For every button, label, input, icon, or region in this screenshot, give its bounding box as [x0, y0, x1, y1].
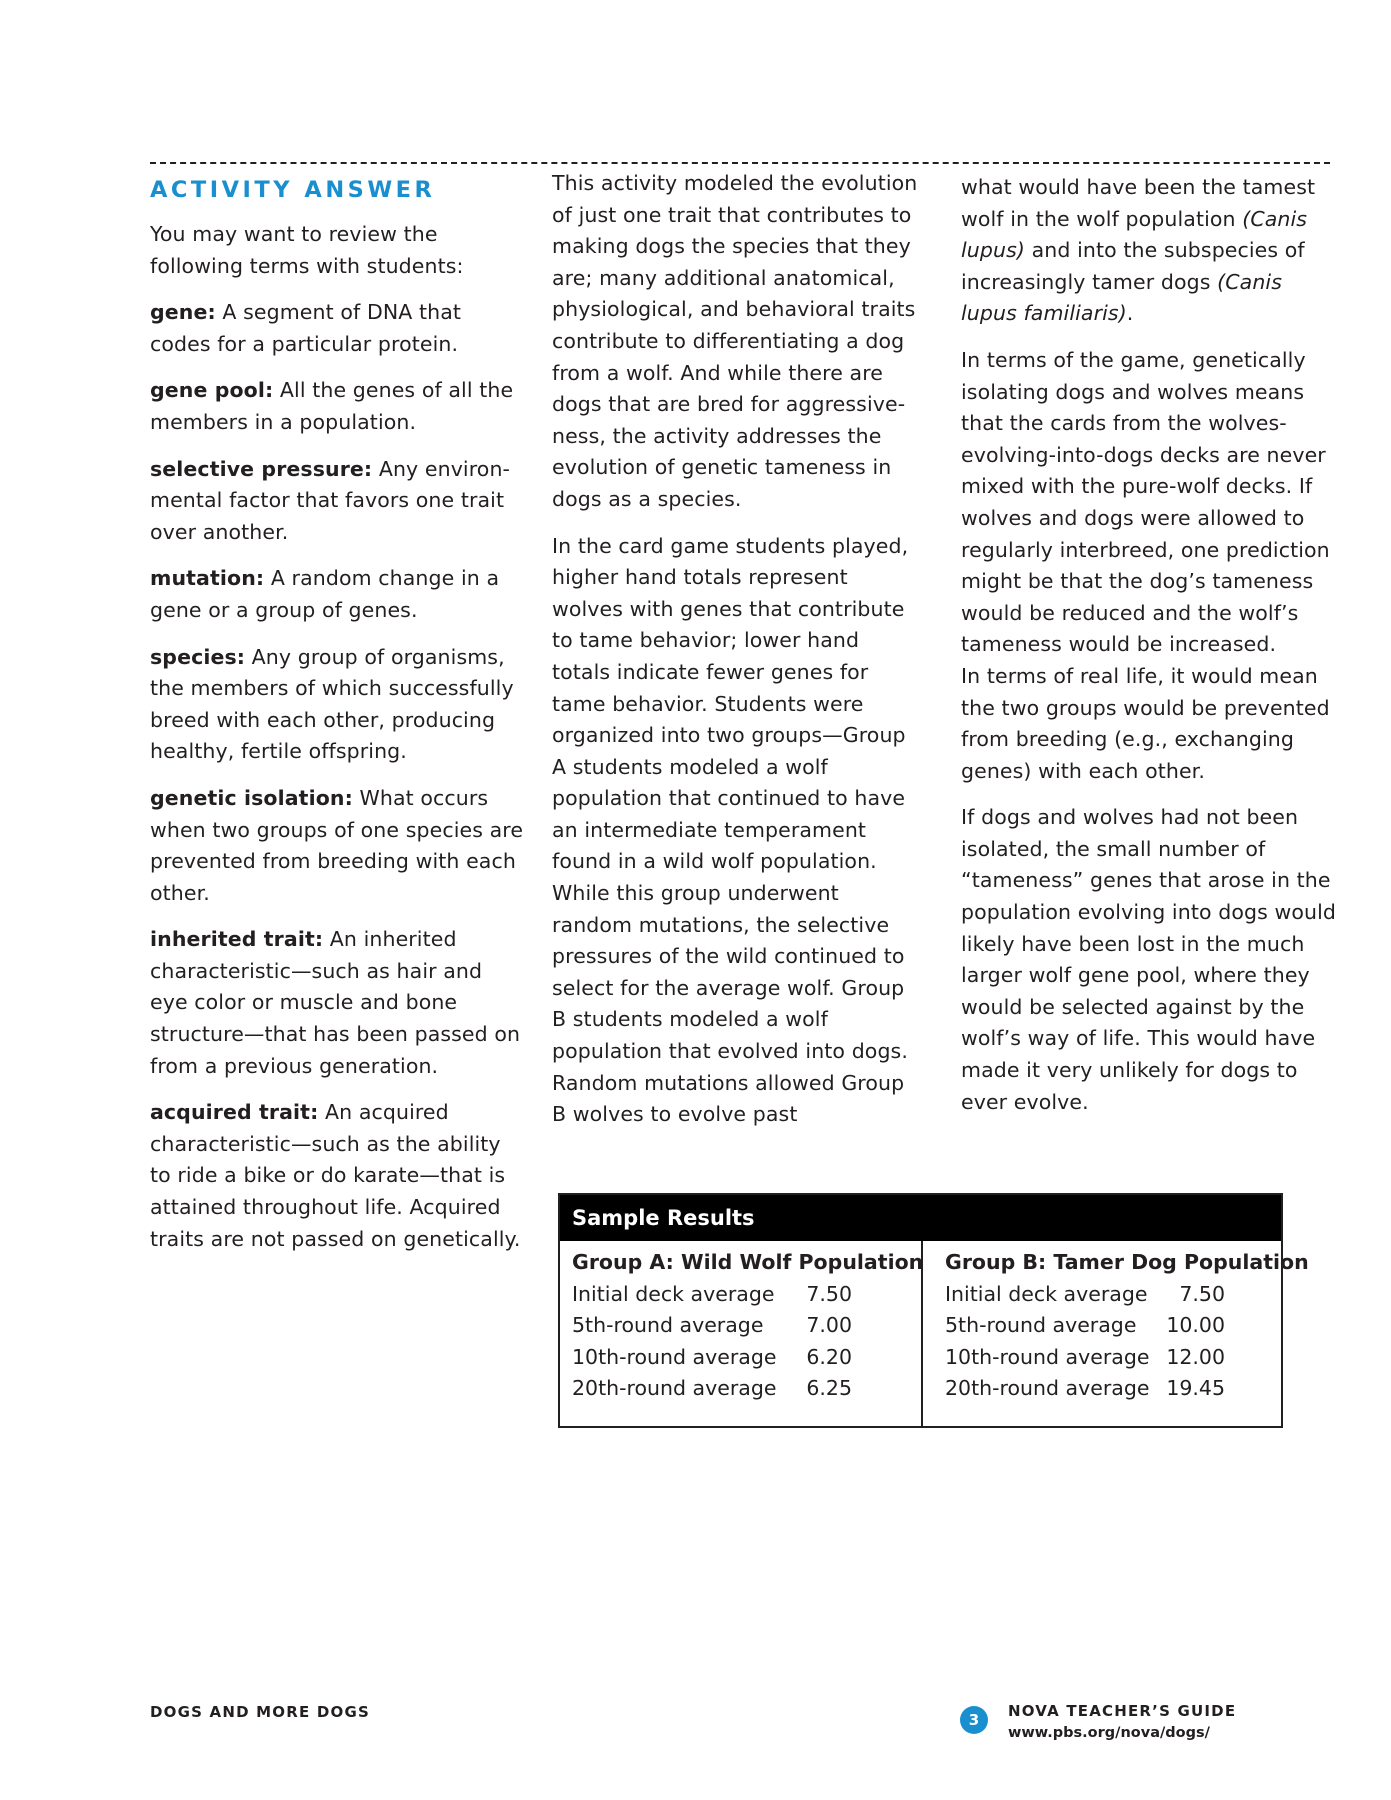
guide-url-link[interactable]: www.pbs.org/nova/dogs/	[1008, 1725, 1210, 1741]
term-definition: An acquired characteristic—such as the ability to ride a bike or do karate—that is attained throughout life. Acquired traits are not passed on genetically.	[150, 1100, 521, 1251]
table-row	[572, 1310, 909, 1342]
term-name: selective pressure:	[150, 456, 373, 481]
row-label: 5th-round average	[572, 1313, 764, 1337]
term-name: genetic isolation:	[150, 785, 353, 810]
row-label: 20th-round average	[945, 1376, 1150, 1400]
term-definition: A segment of DNA that codes for a particular protein.	[150, 300, 462, 356]
term-name: gene:	[150, 300, 216, 325]
sample-results-table	[558, 1193, 1309, 1428]
term-item	[150, 454, 525, 549]
row-label: Initial deck average	[945, 1281, 1148, 1306]
footer-title: DOGS AND MORE DOGS	[150, 1703, 370, 1721]
page-number-badge: 3	[960, 1706, 988, 1734]
table-row	[572, 1373, 909, 1405]
row-value: 6.25	[806, 1376, 852, 1400]
row-label: 5th-round average	[945, 1313, 1137, 1337]
footer-guide	[1008, 1700, 1236, 1744]
dashed-divider	[150, 162, 1330, 164]
paragraph: In terms of real life, it would mean the two groups would be prevented from breeding (e.g., exchanging genes) with each other.	[961, 663, 1330, 783]
term-item	[150, 642, 525, 768]
text-run: what would have been the tamest wolf in the wolf population	[961, 175, 1316, 231]
term-definition: Any group of organisms, the members of which successfully breed with each other, producing healthy, fertile offspring.	[150, 644, 514, 764]
section-heading: ACTIVITY ANSWER	[150, 177, 436, 203]
table-row	[945, 1373, 1272, 1405]
guide-title: NOVA TEACHER’S GUIDE	[1008, 1702, 1237, 1720]
left-column	[150, 173, 525, 1270]
paragraph: In the card game students played, higher hand totals represent wolves with genes that contribute to tame behavior; lower hand totals indicate fewer genes for tame behavior. Students were organized into two groups—Group A students modeled a wolf population that continued to have an intermediate temperament found in a wild wolf population. While this group underwent random mutations, the selective pressures of the wild continued to select for the average wolf. Group B students modeled a wolf population that evolved into dogs. Random mutations allowed Group B wolves to evolve past	[552, 533, 909, 1127]
row-label: Initial deck average	[572, 1281, 775, 1306]
group-a-panel	[560, 1241, 923, 1426]
term-definition: All the genes of all the members in a population.	[150, 378, 514, 434]
term-definition: Any environmental factor that favors one trait over another.	[150, 456, 510, 544]
row-value: 19.45	[1166, 1376, 1225, 1400]
term-definition: A random change in a gene or a group of genes.	[150, 566, 500, 622]
term-name: gene pool:	[150, 378, 274, 403]
paragraph: In terms of the game, genetically isolating dogs and wolves means that the cards from the wolves-evolving-into-dogs decks are never mixed with the pure-wolf decks. If wolves and dogs were allowed to regularly interbreed, one prediction might be that the dog’s tameness would be reduced and the wolf’s tameness would be increased.	[961, 347, 1330, 657]
term-name: acquired trait:	[150, 1100, 319, 1125]
table-title: Sample Results	[560, 1195, 1281, 1241]
middle-column	[552, 168, 922, 1146]
table-row	[945, 1310, 1272, 1342]
text-run: .	[1126, 301, 1134, 326]
intro-text: You may want to review the following terms with students:	[150, 222, 464, 278]
row-label: 10th-round average	[945, 1344, 1150, 1369]
table-row	[572, 1279, 909, 1311]
term-definition: What occurs when two groups of one species are prevented from breeding with each other.	[150, 785, 524, 905]
right-column	[961, 172, 1341, 1133]
row-value: 7.00	[806, 1313, 852, 1337]
paragraph: This activity modeled the evolution of just one trait that contributes to making dogs the species that they are; many additional anatomical, physiological, and behavioral traits contribute to differentiating a dog from a wolf. And while there are dogs that are bred for aggressiveness, the activity addresses the evolution of genetic tameness in dogs as a species.	[552, 171, 918, 511]
group-b-panel	[923, 1241, 1309, 1426]
row-value: 7.50	[806, 1281, 852, 1306]
term-item	[150, 563, 525, 626]
text-run: and into the subspecies of increasingly tamer dogs	[961, 238, 1305, 294]
table-row	[945, 1279, 1272, 1311]
row-value: 12.00	[1166, 1344, 1225, 1369]
species-name: (Canis lupus)	[961, 206, 1308, 263]
row-label: 10th-round average	[572, 1344, 777, 1369]
term-item	[150, 783, 525, 909]
term-item	[150, 297, 525, 360]
table-row	[945, 1342, 1272, 1374]
species-name: (Canis lupus familiaris)	[961, 269, 1282, 326]
table-row	[572, 1342, 909, 1374]
term-name: mutation:	[150, 566, 265, 591]
term-name: species:	[150, 644, 246, 669]
row-value: 7.50	[1179, 1281, 1225, 1306]
group-title: Group A: Wild Wolf Population	[572, 1250, 924, 1274]
term-definition: An inherited characteristic—such as hair and eye color or muscle and bone structure—that has been passed on from a previous generation.	[150, 927, 521, 1078]
group-title: Group B: Tamer Dog Population	[945, 1250, 1309, 1274]
row-value: 6.20	[806, 1344, 852, 1369]
term-item	[150, 924, 525, 1082]
row-label: 20th-round average	[572, 1376, 777, 1400]
term-item	[150, 375, 525, 438]
row-value: 10.00	[1166, 1313, 1225, 1337]
term-item	[150, 1097, 525, 1255]
term-name: inherited trait:	[150, 927, 324, 952]
paragraph	[961, 172, 1341, 330]
paragraph: If dogs and wolves had not been isolated, the small number of “tameness” genes that arose in the population evolving into dogs would likely have been lost in the much larger wolf gene pool, where they would be selected against by the wolf’s way of life. This would have made it very unlikely for dogs to ever evolve.	[961, 805, 1336, 1114]
